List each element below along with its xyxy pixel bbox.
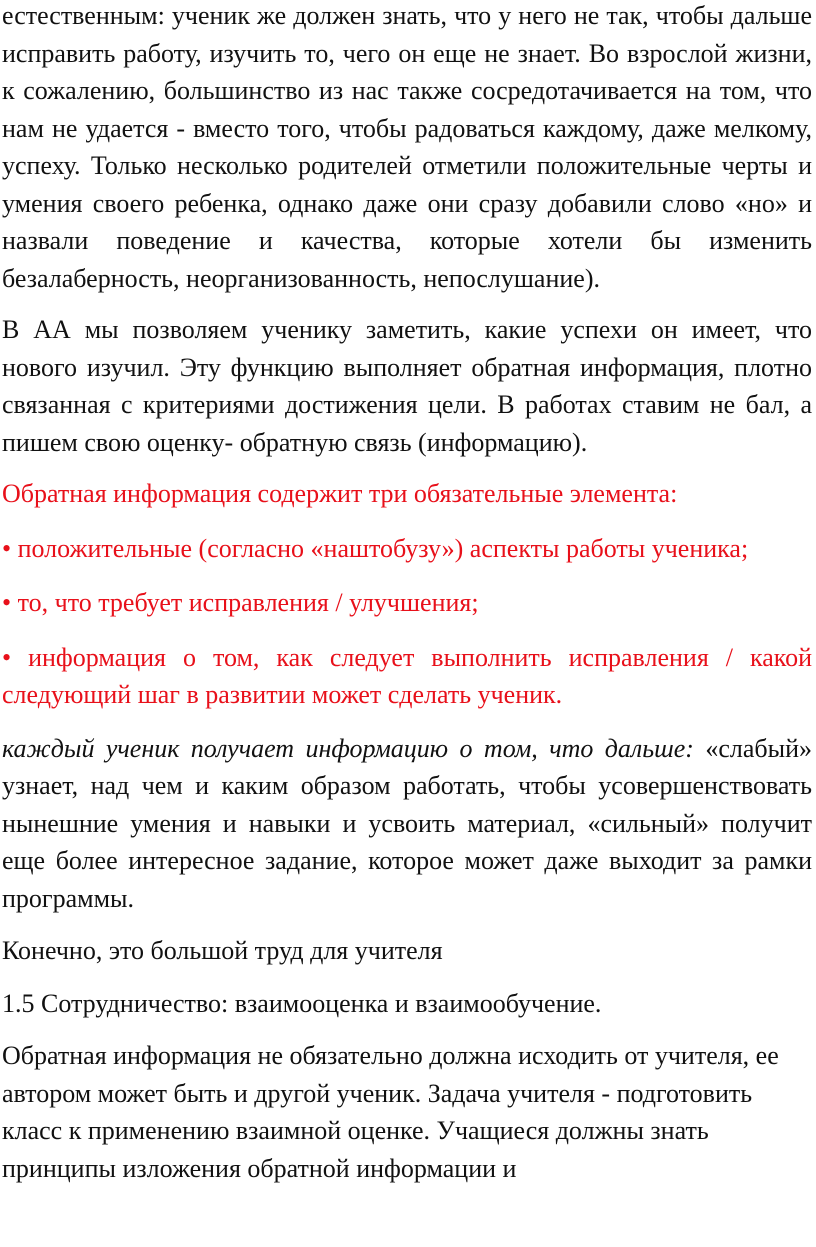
paragraph-each-student	[2, 730, 812, 918]
paragraph-aa-feedback: В АА мы позволяем ученику заметить, какие успехи он имеет, что нового изучил. Эту функцию выполняет обратная информация, плотно связанная с критериями достижения цели. В работах ставим не бал, а пишем свою оценку- обратную связь (информацию).	[2, 315, 812, 457]
feedback-bullet-next-step: • информация о том, как следует выполнить исправления / какой следующий шаг в развитии может сделать ученик.	[2, 642, 812, 709]
document-page	[2, 0, 812, 1202]
section-heading-cooperation: 1.5 Сотрудничество: взаимооценка и взаимообучение.	[2, 988, 602, 1018]
paragraph-peer-feedback: Обратная информация не обязательно должна исходить от учителя, ее автором может быть и другой ученик. Задача учителя - подготовить класс к применению взаимной оценке. Учащиеся должны знать принципы изложения обратной информации и	[2, 1041, 779, 1183]
paragraph-natural-errors: естественным: ученик же должен знать, что у него не так, чтобы дальше исправить работу, изучить то, чего он еще не знает. Во взрослой жизни, к сожалению, большинство из нас также сосредотачивается на том, что нам не удается - вместо того, чтобы радоваться каждому, даже мелкому, успеху. Только несколько родителей отметили положительные черты и умения своего ребенка, однако даже они сразу добавили слово «но» и назвали поведение и качества, которые хотели бы изменить безалаберность, неорганизованность, непослушание).	[2, 1, 812, 293]
feedback-elements-heading: Обратная информация содержит три обязательные элемента:	[2, 479, 678, 508]
feedback-bullet-positive: • положительные (согласно «наштобузу») аспекты работы ученика;	[2, 533, 749, 563]
feedback-bullet-correction: • то, что требует исправления / улучшения;	[2, 588, 479, 617]
each-student-italic-lead: каждый ученик получает информацию о том, что дальше:	[2, 733, 694, 763]
each-student-rest: «слабый» узнает, над чем и каким образом работать, чтобы усовершенствовать нынешние умения и навыки и усвоить материал, «сильный» получит еще более интересное задание, которое может даже выходит за рамки программы.	[2, 733, 812, 913]
paragraph-teacher-effort: Конечно, это большой труд для учителя	[2, 936, 443, 965]
